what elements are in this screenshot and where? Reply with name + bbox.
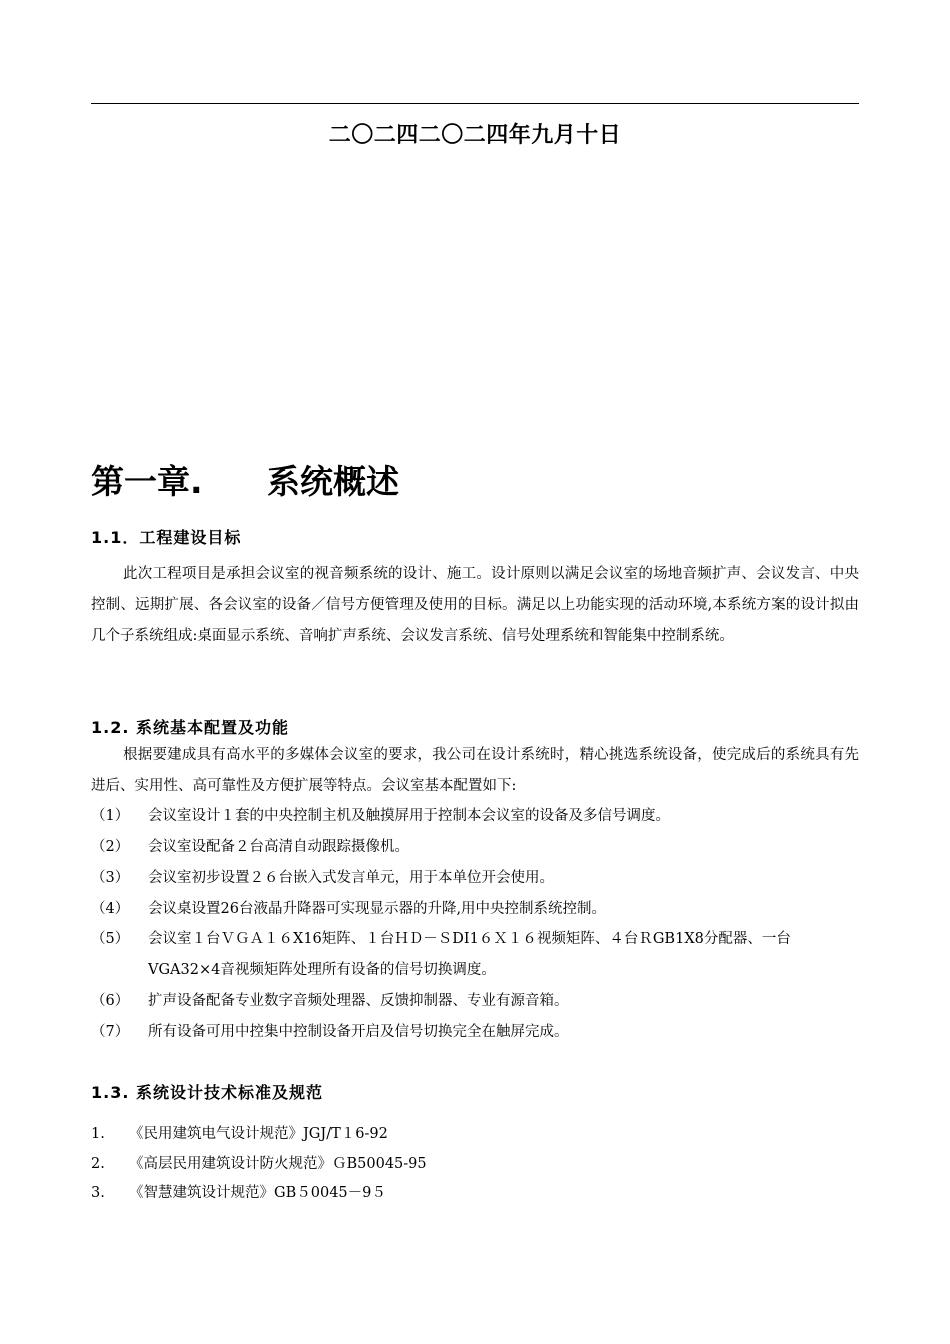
- list-item-text: 会议室设配备２台高清自动跟踪摄像机。: [148, 839, 409, 855]
- list-item-number: （1）: [91, 808, 130, 824]
- list-item-number: （3）: [91, 870, 130, 886]
- standard-item: [91, 1152, 427, 1173]
- standard-item: [91, 1181, 386, 1202]
- section-paragraph-1-1: 此次工程项目是承担会议室的视音频系统的设计、施工。设计原则以满足会议室的场地音频扩声、会议发言、中央控制、远期扩展、各会议室的设备／信号方便管理及使用的目标。满足以上功能实现的活动环境,本系统方案的设计拟由几个子系统组成:桌面显示系统、音响扩声系统、会议发言系统、信号处理系统和智能集中控制系统。: [91, 566, 859, 644]
- list-item-number: （2）: [91, 839, 130, 855]
- list-item-number: （7）: [91, 1024, 130, 1040]
- config-list-item: [91, 1017, 859, 1048]
- list-item-text: 会议室１台ＶＧＡ１６X16矩阵、１台ＨＤ－ＳDI1６Ｘ１６视频矩阵、４台ＲGB1X8分配器、一台VGA32×4音视频矩阵处理所有设备的信号切换调度。: [148, 931, 791, 978]
- config-list-item: [91, 863, 859, 894]
- header-date: 二〇二四二〇二四年九月十日: [328, 123, 622, 148]
- section-heading-1-2: 1.2. 系统基本配置及功能: [91, 718, 289, 737]
- list-item-number: （6）: [91, 993, 130, 1009]
- list-item-text: 会议桌设置26台液晶升降器可实现显示器的升降,用中央控制系统控制。: [148, 901, 607, 917]
- config-list-item: [91, 832, 859, 863]
- section-heading-1-1: 1.1．工程建设目标: [91, 528, 242, 547]
- chapter-number: 第一章.: [91, 462, 203, 501]
- standard-number: 2.: [91, 1156, 105, 1172]
- list-item-text: 扩声设备配备专业数字音频处理器、反馈抑制器、专业有源音箱。: [148, 993, 569, 1009]
- list-item-text: 会议室设计１套的中央控制主机及触摸屏用于控制本会议室的设备及多信号调度。: [148, 808, 670, 824]
- standard-text: 《智慧建筑设计规范》GB５0045－9５: [129, 1185, 386, 1201]
- config-list-item: [91, 894, 859, 925]
- standard-text: 《民用建筑电气设计规范》JGJ/T１6-92: [129, 1126, 388, 1142]
- standard-number: 1.: [91, 1126, 105, 1142]
- standard-text: 《高层民用建筑设计防火规范》ＧB50045-95: [129, 1156, 427, 1172]
- chapter-heading: [91, 456, 399, 503]
- config-list-item: [91, 801, 859, 832]
- standard-number: 3.: [91, 1185, 105, 1201]
- list-item-number: （4）: [91, 901, 130, 917]
- section-paragraph-1-2: 根据要建成具有高水平的多媒体会议室的要求，我公司在设计系统时，精心挑选系统设备，使完成后的系统具有先进后、实用性、高可靠性及方便扩展等特点。会议室基本配置如下:: [91, 747, 859, 794]
- config-list-item: [91, 986, 859, 1017]
- list-item-text: 会议室初步设置２６台嵌入式发言单元，用于本单位开会使用。: [148, 870, 554, 886]
- chapter-title: 系统概述: [267, 462, 399, 501]
- header-rule: [91, 103, 859, 104]
- list-item-text: 所有设备可用中控集中控制设备开启及信号切换完全在触屏完成。: [148, 1024, 569, 1040]
- section-heading-1-3: 1.3. 系统设计技术标准及规范: [91, 1083, 323, 1102]
- list-item-number: （5）: [91, 931, 130, 947]
- standard-item: [91, 1122, 388, 1143]
- config-list-item: [91, 924, 859, 986]
